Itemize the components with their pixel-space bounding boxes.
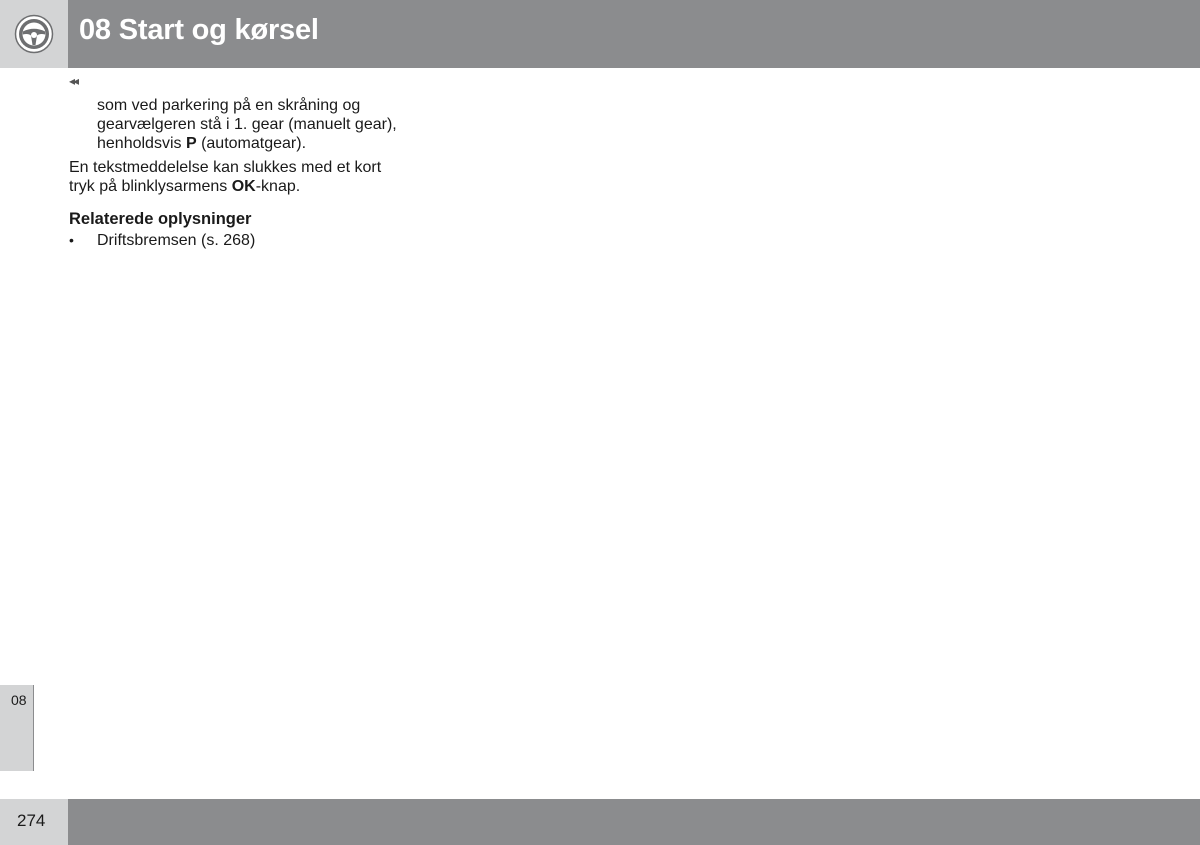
related-item: [69, 231, 255, 250]
message-paragraph: [69, 158, 409, 196]
indent-line-3-before: henholdsvis: [97, 135, 186, 152]
footer-bar: [68, 799, 1200, 845]
indented-paragraph: [97, 96, 417, 153]
para2-line-2: [69, 177, 409, 196]
para2-line-1: En tekstmeddelelse kan slukkes med et kort: [69, 159, 382, 176]
chapter-title: 08 Start og kørsel: [79, 14, 319, 46]
steering-wheel-icon: [14, 14, 54, 54]
chapter-icon-box: [0, 0, 68, 68]
para2-line-2-after: -knap.: [255, 178, 301, 195]
para2-line-2-before: tryk på blinklysarmens: [69, 178, 232, 195]
indent-line-1: som ved parkering på en skråning og: [97, 97, 361, 114]
ok-bold: OK: [231, 178, 256, 195]
related-heading: Relaterede oplysninger: [69, 210, 252, 228]
side-tab-label: 08: [11, 692, 27, 708]
bullet-icon: •: [69, 232, 74, 248]
related-link[interactable]: Driftsbremsen (s. 268): [97, 232, 256, 249]
page-number: 274: [17, 811, 46, 830]
continuation-marker-icon: ◂◂: [69, 74, 78, 88]
gear-p-bold: P: [185, 135, 197, 152]
indent-line-3: [97, 134, 417, 153]
indent-line-3-after: (automatgear).: [196, 135, 307, 152]
indent-line-2: gearvælgeren stå i 1. gear (manuelt gear),: [97, 116, 397, 133]
